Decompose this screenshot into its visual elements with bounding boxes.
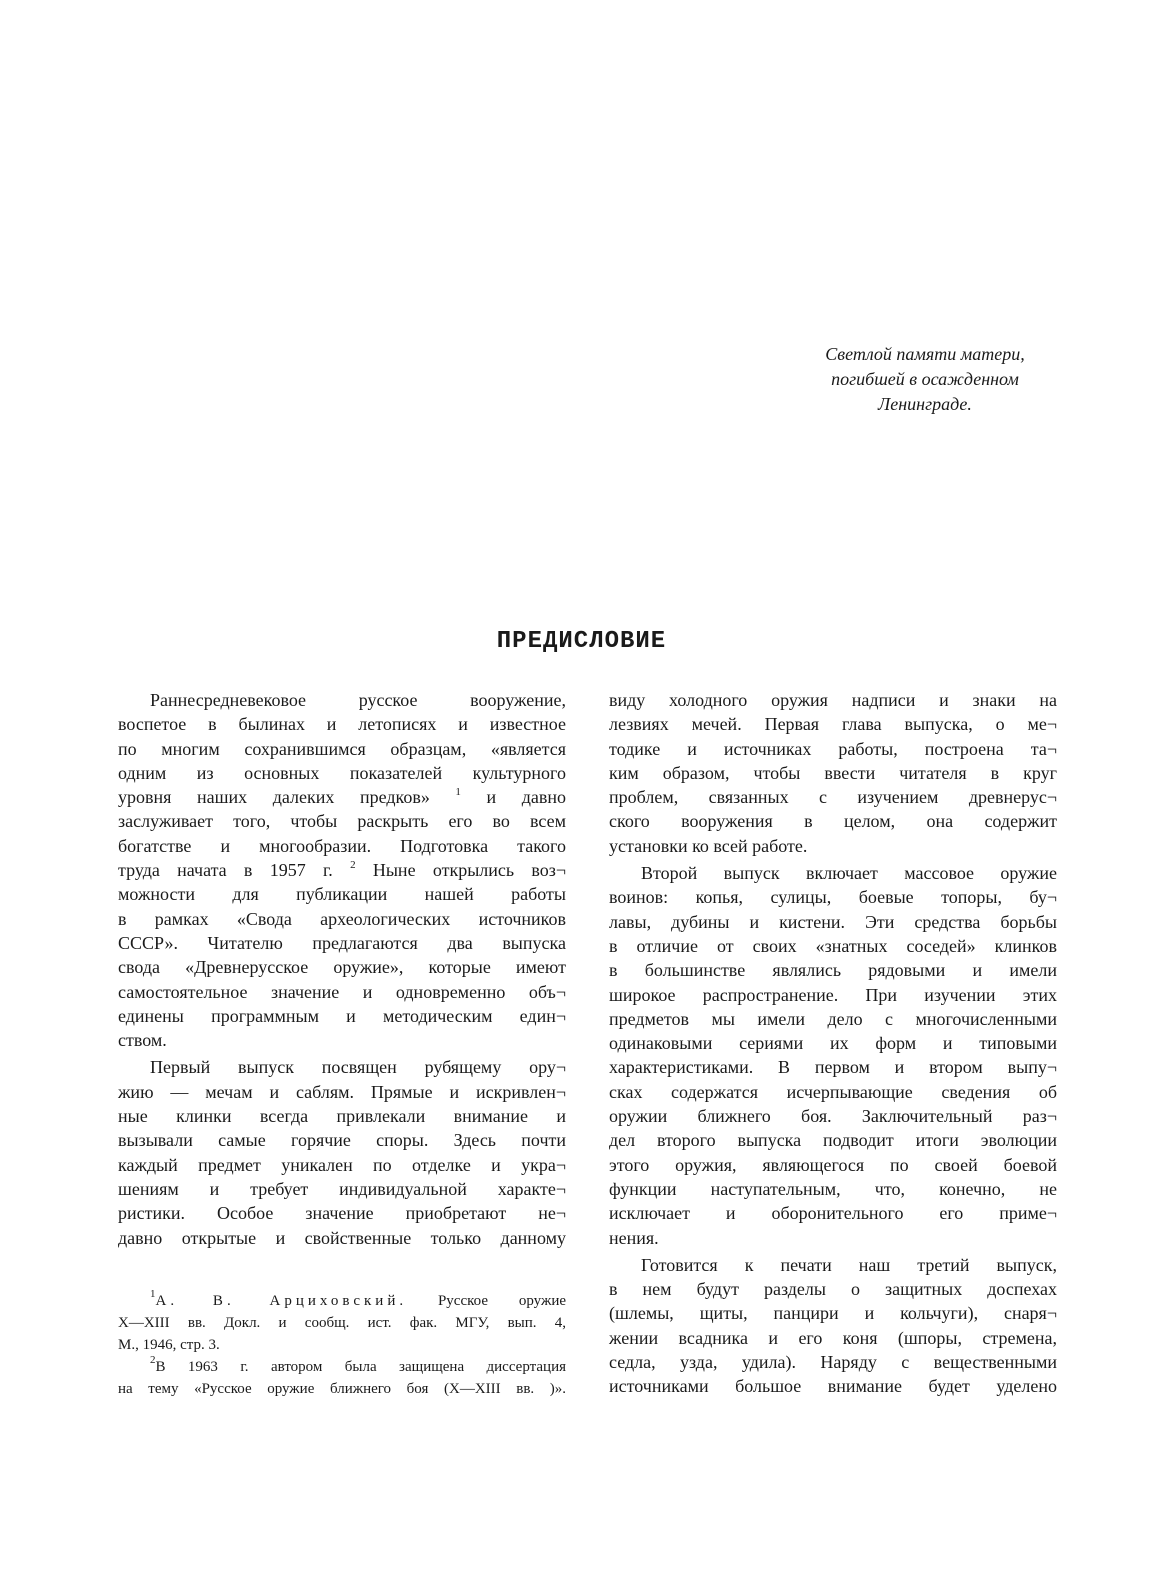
text-line: проблем, связанных с изучением древнерус¬ [609,787,1057,808]
text-line: в отличие от своих «знатных соседей» клинков [609,935,1057,956]
dedication-line: Ленинграде. [878,394,972,414]
text-line: одинаковыми сериями их форм и типовыми [609,1033,1057,1054]
text-line: ством. [118,1030,167,1051]
dedication-line: погибшей в осажденном [831,369,1019,389]
text-line: ким образом, чтобы ввести читателя в круг [609,762,1057,783]
text-line: заслуживает того, чтобы раскрыть его во всем [118,811,566,832]
left-column [118,688,566,1250]
text-line: ского вооружения в целом, она содержит [609,811,1057,832]
text-line: характеристиками. В первом и втором выпу¬ [609,1057,1057,1078]
text-line: седла, узда, удила). Наряду с вещественными [609,1352,1057,1373]
footnote-2-line [118,1356,566,1378]
text-line: воинов: копья, сулицы, боевые топоры, бу¬ [609,887,1057,908]
text-line: ные клинки всегда привлекали внимание и [118,1106,566,1127]
footnote-mark-1: 1 [150,1288,156,1300]
text-line: богатстве и многообразии. Подготовка такого [118,835,566,856]
text-line: нения. [609,1227,659,1248]
text-line: СССР». Читателю предлагаются два выпуска [118,932,566,953]
text-line: воспетое в былинах и летописях и известное [118,714,566,735]
text-line: свода «Древнерусское оружие», которые имеют [118,957,566,978]
footnote-ref-2: 2 [350,859,356,872]
footnote-1-line [118,1290,566,1312]
text-line: жию — мечам и саблям. Прямые и искривлен¬ [118,1081,566,1102]
text-line: по многим сохранившимся образцам, «является [118,738,566,759]
text-line: широкое распространение. При изучении этих [609,984,1057,1005]
text-line: лавы, дубины и кистени. Эти средства борьбы [609,911,1057,932]
text-fragment: труда начата в 1957 г. [118,860,333,881]
text-line: (шлемы, щиты, панцири и кольчуги), снаря¬ [609,1303,1057,1324]
text-line: в большинстве являлись рядовыми и имели [609,960,1057,981]
footnote-ref-1: 1 [455,786,461,799]
text-line: жении всадника и его коня (шпоры, стремена, [609,1327,1057,1348]
text-fragment: Ныне открылись воз¬ [372,860,566,881]
text-line: давно открытые и свойственные только данному [118,1227,566,1248]
text-line: в рамках «Свода археологических источников [118,908,566,929]
text-line: установки ко всей работе. [609,835,808,856]
text-line: исключает и оборонительного его приме¬ [609,1203,1057,1224]
text-line: в нем будут разделы о защитных доспехах [609,1279,1057,1300]
dedication-line: Светлой памяти матери, [825,344,1025,364]
right-column [609,688,1057,1399]
footnote-author: А. В. Арциховский. [155,1293,408,1309]
text-line: самостоятельное значение и одновременно объ¬ [118,981,566,1002]
text-line: виду холодного оружия надписи и знаки на [609,690,1057,710]
text-line-with-footnote [118,858,566,882]
text-line: каждый предмет уникален по отделке и укра¬ [118,1154,566,1175]
text-line: источниками большое внимание будет уделено [609,1376,1057,1397]
footnote-mark-2: 2 [150,1354,156,1366]
text-line: оружии ближнего боя. Заключительный раз¬ [609,1106,1057,1127]
footnote-2-line: на тему «Русское оружие ближнего боя (X—XIII вв. )». [118,1381,566,1397]
footnote-1-line: X—XIII вв. Докл. и сообщ. ист. фак. МГУ, вып. 4, [118,1315,566,1331]
text-fragment: и давно [486,787,566,808]
section-heading: ПРЕДИСЛОВИЕ [496,628,667,655]
text-line: Второй выпуск включает массовое оружие [641,863,1057,884]
text-line: предметов мы имели дело с многочисленными [609,1008,1057,1029]
text-line: одним из основных показателей культурного [118,762,566,783]
text-line: можности для публикации нашей работы [118,884,566,905]
dedication [760,342,1090,417]
text-line: единены программным и методическим един¬ [118,1005,566,1026]
text-fragment: В 1963 г. автором была защищена диссертация [155,1359,566,1375]
text-line: тодике и источниках работы, построена та¬ [609,738,1057,759]
text-line: Первый выпуск посвящен рубящему ору¬ [150,1057,566,1078]
text-fragment: Русское оружие [437,1293,566,1309]
text-line: функции наступательным, что, конечно, не [609,1178,1057,1199]
text-line: Готовится к печати наш третий выпуск, [641,1254,1057,1275]
footnote-1-line: М., 1946, стр. 3. [118,1337,220,1353]
footnotes [118,1290,566,1400]
text-line: вызывали самые горячие споры. Здесь почти [118,1130,566,1151]
text-line: Раннесредневековое русское вооружение, [150,690,566,710]
text-line: сках содержатся исчерпывающие сведения об [609,1081,1057,1102]
text-line: лезвиях мечей. Первая глава выпуска, о ме¬ [609,714,1057,735]
text-line: шениям и требует индивидуальной характе¬ [118,1178,566,1199]
text-line: дел второго выпуска подводит итоги эволюции [609,1130,1057,1151]
text-line: ристики. Особое значение приобретают не¬ [118,1203,566,1224]
text-line-with-footnote [118,785,566,809]
text-line: этого оружия, являющегося по своей боевой [609,1154,1057,1175]
text-fragment: уровня наших далеких предков» [118,787,430,808]
